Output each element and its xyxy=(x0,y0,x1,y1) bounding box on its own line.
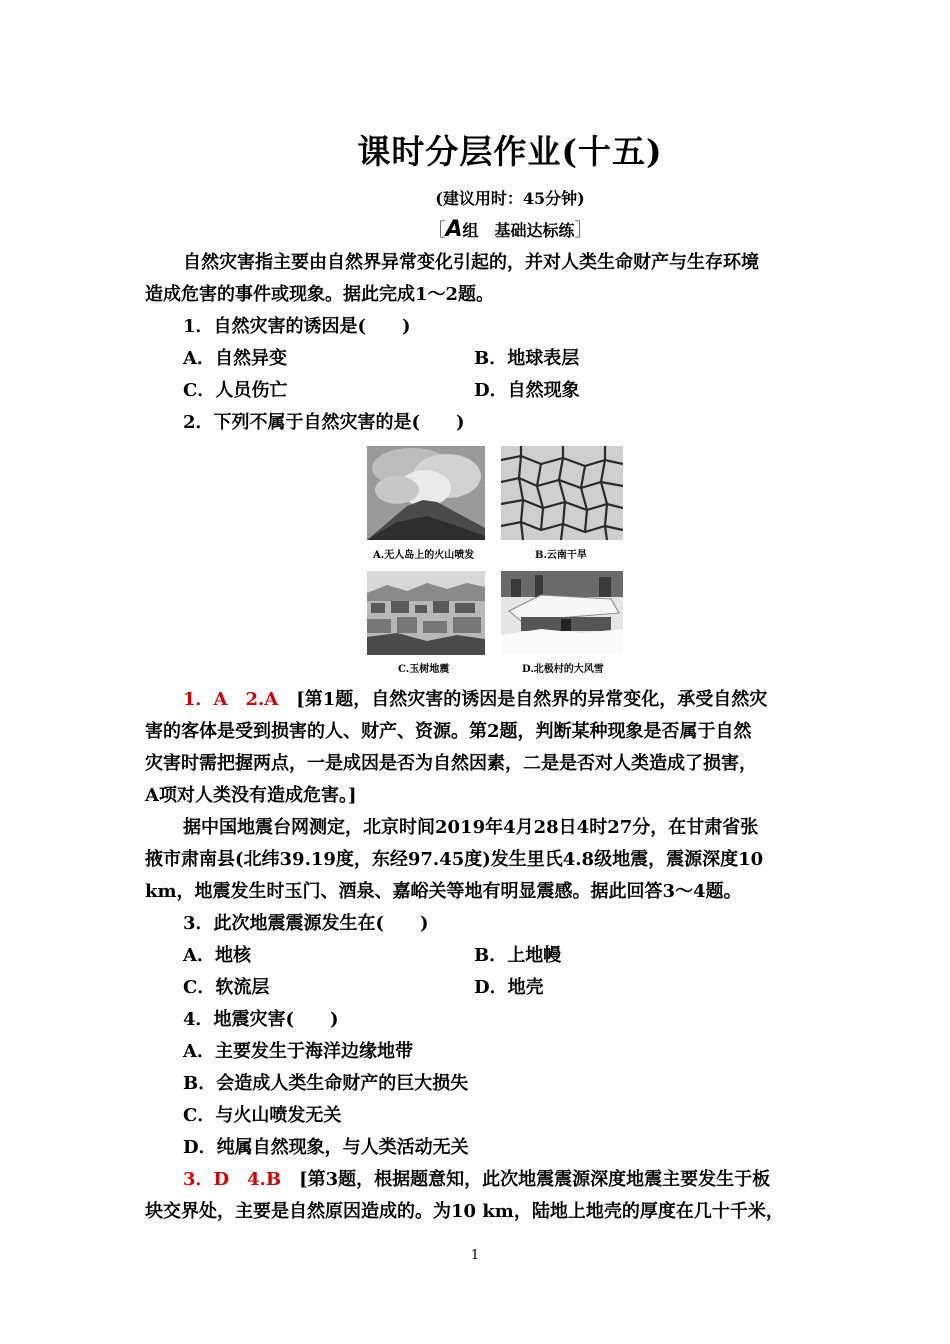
earthquake-photo xyxy=(367,571,485,655)
group-letter: A xyxy=(445,217,463,242)
q1-option-c: C．人员伤亡 xyxy=(183,380,288,401)
blizzard-photo xyxy=(501,571,623,655)
q4-option-c: C．与火山喷发无关 xyxy=(183,1105,342,1126)
figure-b-caption: B.云南干旱 xyxy=(535,550,587,561)
intro2-line-1: 据中国地震台网测定，北京时间2019年4月28日4时27分，在甘肃省张 xyxy=(183,817,759,838)
answer-3-4-first-line xyxy=(183,1168,770,1192)
answer-3-4-line-2: 块交界处，主要是自然原因造成的。为10 km，陆地上地壳的厚度在几十千米， xyxy=(145,1201,784,1222)
group-title: 组 基础达标练 xyxy=(462,221,575,240)
time-hint: (建议用时：45分钟) xyxy=(435,189,585,208)
answer-1-2-line-1: [第1题，自然灾害的诱因是自然界的异常变化，承受自然灾 xyxy=(296,689,768,710)
intro1-line-1: 自然灾害指主要由自然界异常变化引起的，并对人类生命财产与生存环境 xyxy=(183,252,759,273)
q1-stem: 1．自然灾害的诱因是( ) xyxy=(183,316,411,337)
q3-option-a: A．地核 xyxy=(183,945,251,966)
answer-1-2-line-4: A项对人类没有造成危害。] xyxy=(145,785,357,806)
answer-1-2-line-2: 害的客体是受到损害的人、财产、资源。第2题，判断某种现象是否属于自然 xyxy=(145,721,752,742)
drought-photo xyxy=(501,446,623,540)
volcano-photo xyxy=(367,446,485,540)
answer-3-4-line-1: [第3题，根据题意知，此次地震震源深度地震主要发生于板 xyxy=(299,1169,771,1190)
answer-1-2-key: 1．A 2.A xyxy=(183,689,279,710)
q1-option-d: D．自然现象 xyxy=(474,380,580,401)
page-number: 1 xyxy=(470,1248,480,1263)
page-title: 课时分层作业(十五) xyxy=(357,132,663,171)
bracket-close: ］ xyxy=(574,220,593,241)
group-label xyxy=(0,216,950,242)
intro1-line-2: 造成危害的事件或现象。据此完成1～2题。 xyxy=(145,284,495,305)
intro2-line-2: 掖市肃南县(北纬39.19度，东经97.45度)发生里氏4.8级地震，震源深度10 xyxy=(145,849,764,870)
bracket-open: ［ xyxy=(427,220,446,241)
answer-1-2-first-line xyxy=(183,688,767,712)
figure-c-caption: C.玉树地震 xyxy=(398,664,450,675)
q3-option-c: C．软流层 xyxy=(183,977,270,998)
q4-option-a: A．主要发生于海洋边缘地带 xyxy=(183,1041,413,1062)
q1-option-a: A．自然异变 xyxy=(183,348,287,369)
answer-1-2-line-3: 灾害时需把握两点，一是成因是否为自然因素，二是是否对人类造成了损害， xyxy=(145,753,757,774)
answer-3-4-key: 3．D 4.B xyxy=(183,1169,282,1190)
q3-option-b: B．上地幔 xyxy=(474,945,562,966)
q3-stem: 3．此次地震震源发生在( ) xyxy=(183,913,429,934)
figure-d-caption: D.北极村的大风雪 xyxy=(522,664,604,675)
q1-option-b: B．地球表层 xyxy=(474,348,580,369)
intro2-line-3: km，地震发生时玉门、酒泉、嘉峪关等地有明显震感。据此回答3～4题。 xyxy=(145,881,742,902)
figure-a-caption: A.无人岛上的火山喷发 xyxy=(373,550,475,561)
q2-stem: 2．下列不属于自然灾害的是( ) xyxy=(183,412,465,433)
q4-stem: 4．地震灾害( ) xyxy=(183,1009,339,1030)
q4-option-b: B．会造成人类生命财产的巨大损失 xyxy=(183,1073,469,1094)
q4-option-d: D．纯属自然现象，与人类活动无关 xyxy=(183,1137,469,1158)
q3-option-d: D．地壳 xyxy=(474,977,544,998)
